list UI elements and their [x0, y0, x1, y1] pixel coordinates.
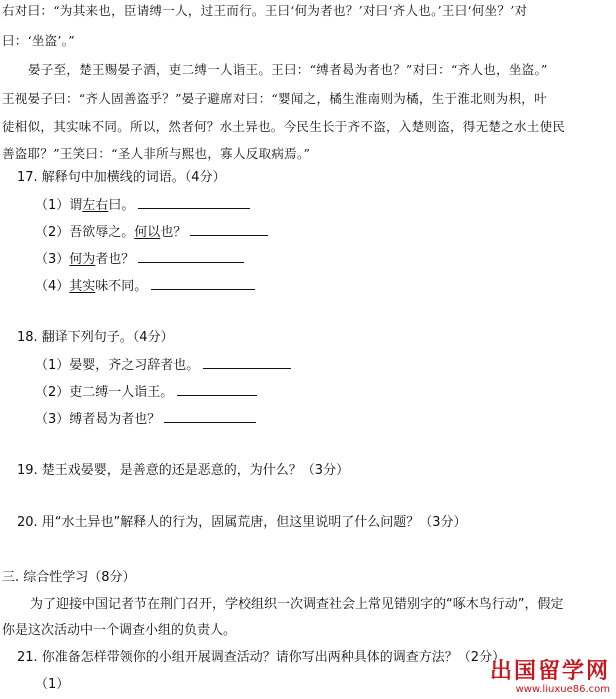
item-text: 曰。: [108, 198, 135, 213]
question-17-title: 17. 解释句中加横线的词语。（4分）: [17, 170, 226, 185]
watermark-url: www.liuxue86.com: [515, 684, 610, 695]
passage-line-1: 右对曰：“为其来也，臣请缚一人，过王而行。王曰‘何为者也？’对曰‘齐人也。’王曰‘何坐？’对: [2, 3, 528, 18]
underlined-word: 何以: [134, 225, 161, 240]
item-text: 者也？: [95, 252, 135, 267]
question-20: 20. 用“水土异也”解释人的行为，固属荒唐，但这里说明了什么问题？（3分）: [17, 515, 467, 530]
q17-item-3: [35, 250, 244, 268]
item-text: 也？: [160, 225, 187, 240]
question-18-title: 18. 翻译下列句子。（4分）: [17, 330, 174, 345]
watermark-site-name: 出国留学网: [489, 659, 610, 684]
question-21: 21. 你准备怎样带领你的小组开展调查活动？请你写出两种具体的调查方法？（2分）: [17, 650, 506, 665]
answer-blank[interactable]: [151, 277, 255, 290]
underlined-word: 左右: [82, 198, 109, 213]
q18-item-1: [35, 356, 291, 374]
answer-blank[interactable]: [177, 383, 257, 396]
item-text: 晏婴，齐之习辞者也。: [69, 358, 200, 373]
answer-blank[interactable]: [203, 356, 291, 369]
answer-blank[interactable]: [164, 410, 256, 423]
answer-blank[interactable]: [138, 196, 250, 209]
q17-item-2: [35, 223, 268, 241]
q18-item-3: [35, 410, 256, 428]
item-number: （4）: [35, 279, 70, 294]
passage-line-6: 善盗耶？”王笑曰：“圣人非所与熙也，寡人反取病焉。”: [2, 146, 311, 161]
answer-blank[interactable]: [190, 223, 268, 236]
question-19: 19. 楚王戏晏婴，是善意的还是恶意的，为什么？（3分）: [17, 463, 350, 478]
site-watermark: [490, 660, 610, 695]
item-text: 缚者曷为者也？: [69, 412, 161, 427]
item-text: 吾欲辱之。: [69, 225, 135, 240]
q18-item-2: [35, 383, 257, 401]
underlined-word: 其实: [69, 279, 96, 294]
item-text: 吏二缚一人诣王。: [69, 385, 174, 400]
item-number: （3）: [35, 252, 70, 267]
item-text: 味不同。: [95, 279, 148, 294]
item-number: （1）: [35, 358, 70, 373]
section-3-intro-line-1: 为了迎接中国记者节在荆门召开，学校组织一次调查社会上常见错别字的“啄木鸟行动”，假定: [30, 597, 564, 612]
item-number: （1）: [35, 198, 70, 213]
section-3-intro-line-2: 你是这次活动中一个调查小组的负责人。: [2, 623, 237, 638]
answer-blank[interactable]: [138, 250, 244, 263]
underlined-word: 何为: [69, 252, 96, 267]
passage-line-2: 曰：‘坐盗’。”: [2, 33, 75, 48]
item-text: 谓: [69, 198, 83, 213]
item-number: （2）: [35, 225, 70, 240]
item-number: （3）: [35, 412, 70, 427]
q17-item-1: [35, 196, 250, 214]
passage-line-4: 王视晏子曰：“齐人固善盗乎？”晏子避席对曰：“婴闻之，橘生淮南则为橘，生于淮北则为枳，叶: [2, 91, 547, 106]
item-number: （2）: [35, 385, 70, 400]
q17-item-4: [35, 277, 255, 295]
passage-line-3: 晏子至，楚王赐晏子酒，吏二缚一人诣王。王曰：“缚者曷为者也？”对曰：“齐人也，坐盗。”: [28, 62, 548, 77]
section-3-title: 三. 综合性学习（8分）: [2, 570, 136, 585]
passage-line-5: 徒相似，其实味不同。所以，然者何？水土异也。今民生长于齐不盗，入楚则盗，得无楚之水土使民: [2, 119, 566, 134]
q21-sub-1: （1）: [35, 677, 70, 692]
